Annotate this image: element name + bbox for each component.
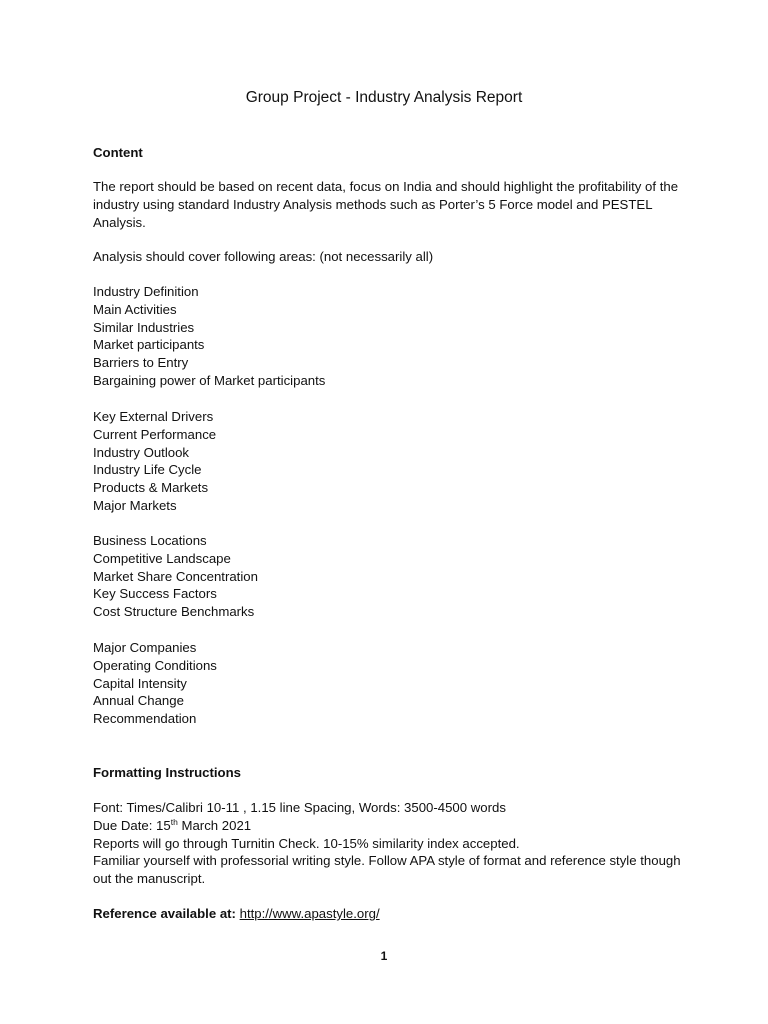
font-line: Font: Times/Calibri 10-11 , 1.15 line Spacing, Words: 3500-4500 words	[93, 800, 506, 815]
apa-style-line: Familiar yourself with professorial writing style. Follow APA style of format and reference style though out the manuscript.	[93, 853, 681, 887]
list-item: Major Markets	[93, 497, 177, 513]
turnitin-line: Reports will go through Turnitin Check. 10-15% similarity index accepted.	[93, 835, 520, 851]
list-item: Business Locations	[93, 533, 207, 548]
list-item: Industry Outlook	[93, 444, 190, 460]
formatting-instructions	[93, 799, 683, 888]
list-item: Operating Conditions	[93, 657, 217, 673]
list-item: Market Share Concentration	[93, 568, 258, 584]
page-number: 1	[380, 949, 388, 963]
list-item: Barriers to Entry	[93, 355, 189, 371]
list-item: Capital Intensity	[93, 675, 187, 691]
areas-list-group-2	[93, 408, 683, 515]
list-item: Recommendation	[93, 711, 197, 727]
apa-style-link[interactable]: http://www.apastyle.org/	[239, 906, 380, 921]
formatting-heading: Formatting Instructions	[93, 765, 241, 780]
areas-list-group-4	[93, 639, 683, 728]
due-date-line	[93, 817, 683, 835]
reference-label: Reference available at:	[93, 906, 240, 921]
list-item: Similar Industries	[93, 319, 195, 335]
list-item: Key External Drivers	[93, 409, 214, 424]
areas-list-group-3	[93, 532, 683, 621]
list-item: Annual Change	[93, 693, 184, 709]
list-item: Main Activities	[93, 301, 177, 317]
list-item: Key Success Factors	[93, 586, 217, 602]
list-item: Cost Structure Benchmarks	[93, 604, 255, 620]
list-item: Industry Life Cycle	[93, 462, 202, 478]
list-item: Current Performance	[93, 426, 217, 442]
content-heading: Content	[93, 145, 143, 160]
document-title: Group Project - Industry Analysis Report	[245, 89, 523, 106]
list-item: Competitive Landscape	[93, 550, 231, 566]
intro-paragraph: The report should be based on recent data, focus on India and should highlight the profitability of the industry using standard Industry Analysis methods such as Porter’s 5 Force model and PESTEL Analysis.	[93, 179, 679, 230]
reference-line	[93, 905, 683, 923]
list-item: Products & Markets	[93, 480, 209, 496]
due-date-superscript: th	[170, 816, 178, 827]
due-date-suffix: March 2021	[177, 817, 252, 833]
list-item: Industry Definition	[93, 284, 199, 299]
due-date-prefix: Due Date: 15	[93, 817, 171, 833]
cover-areas-line: Analysis should cover following areas: (not necessarily all)	[93, 249, 434, 264]
list-item: Major Companies	[93, 640, 197, 655]
list-item: Market participants	[93, 337, 205, 353]
areas-list-group-1	[93, 283, 683, 390]
list-item: Bargaining power of Market participants	[93, 372, 326, 388]
